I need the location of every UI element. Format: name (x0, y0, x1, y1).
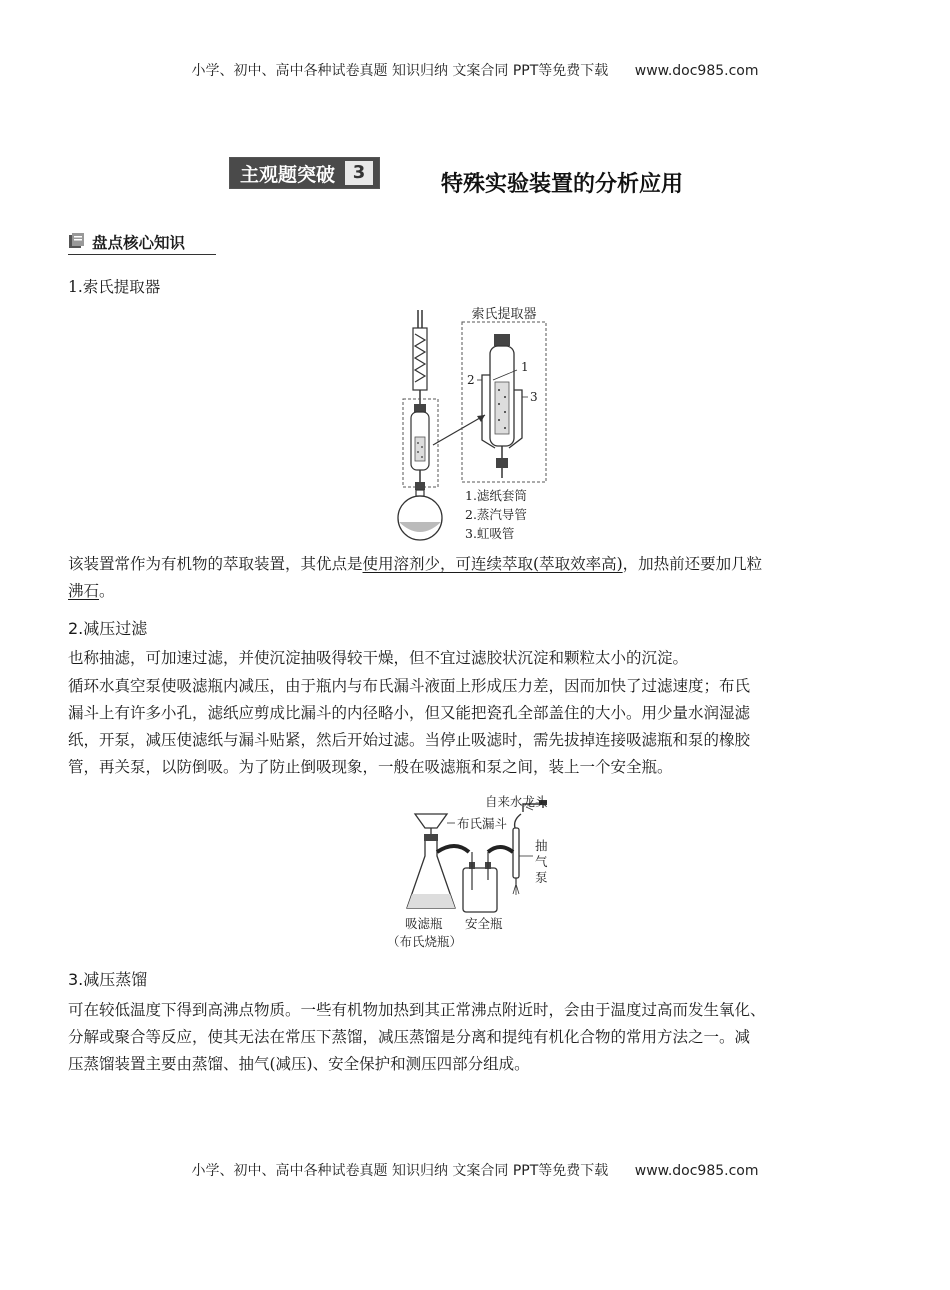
soxhlet-legend-3: 3.虹吸管 (465, 526, 515, 541)
item1-para-end: 。 (99, 582, 115, 600)
item2-para2-line4: 管，再关泵，以防倒吸。为了防止倒吸现象，一般在吸滤瓶和泵之间，装上一个安全瓶。 (68, 758, 673, 776)
page-title: 特殊实验装置的分析应用 (441, 172, 684, 197)
soxhlet-legend-1: 1.滤纸套筒 (465, 488, 527, 503)
title-row (229, 157, 749, 197)
item2-paragraph1: 也称抽滤，可加速过滤，并使沉淀抽吸得较干燥，但不宜过滤胶状沉淀和颗粒太小的沉淀。 (68, 649, 689, 667)
filter-flask-sublabel: （布氏烧瓶） (387, 934, 463, 949)
item3-heading: 3.减压蒸馏 (68, 970, 148, 989)
item3-paragraph (68, 997, 883, 1078)
item2-para2-line2: 漏斗上有许多小孔，滤纸应剪成比漏斗的内径略小，但又能把瓷孔全部盖住的大小。用少量水润湿滤 (68, 704, 751, 722)
safety-bottle-label: 安全瓶 (465, 916, 503, 931)
soxhlet-mark-3: 3 (530, 390, 538, 404)
title-badge-number: 3 (345, 161, 373, 185)
item3-line3: 压蒸馏装置主要由蒸馏、抽气(减压)、安全保护和测压四部分组成。 (68, 1055, 530, 1073)
item1-para-middle: ，加热前还要加几粒 (622, 555, 763, 573)
book-icon (68, 233, 86, 249)
item2-para2-line3: 纸，开泵，减压使滤纸与漏斗贴紧，然后开始过滤。当停止吸滤时，需先拔掉连接吸滤瓶和泵的橡胶 (68, 731, 751, 749)
item1-para-answer: 使用溶剂少，可连续萃取(萃取效率高) (362, 555, 623, 573)
item3-line1: 可在较低温度下得到高沸点物质。一些有机物加热到其正常沸点附近时，会由于温度过高而发生氧化、 (68, 1001, 766, 1019)
title-badge (229, 157, 380, 189)
page-header (0, 60, 950, 80)
page-footer (0, 1160, 950, 1180)
vacuum-filtration-figure (385, 790, 575, 955)
item1-paragraph (68, 551, 883, 605)
section-heading (68, 230, 216, 255)
title-badge-label: 主观题突破 (240, 163, 336, 186)
header-text: 小学、初中、高中各种试卷真题 知识归纳 文案合同 PPT等免费下载 (191, 63, 609, 79)
pump-label-1: 抽 (535, 838, 548, 853)
section-label: 盘点核心知识 (92, 234, 186, 252)
item2-heading: 2.减压过滤 (68, 619, 148, 638)
soxhlet-legend-2: 2.蒸汽导管 (465, 507, 527, 522)
tap-label: 自来水龙头 (485, 794, 548, 809)
funnel-label: 布氏漏斗 (457, 816, 508, 831)
soxhlet-mark-1: 1 (521, 360, 529, 374)
item2-para2-line1: 循环水真空泵使吸滤瓶内减压，由于瓶内与布氏漏斗液面上形成压力差，因而加快了过滤速度；布氏 (68, 677, 751, 695)
header-url[interactable]: www.doc985.com (634, 63, 759, 79)
item1-para-prefix: 该装置常作为有机物的萃取装置，其优点是 (68, 555, 363, 573)
footer-text: 小学、初中、高中各种试卷真题 知识归纳 文案合同 PPT等免费下载 (191, 1163, 609, 1179)
item2-paragraph2 (68, 673, 883, 781)
footer-url[interactable]: www.doc985.com (634, 1163, 759, 1179)
filter-flask-label: 吸滤瓶 (405, 916, 443, 931)
item3-line2: 分解或聚合等反应，使其无法在常压下蒸馏，减压蒸馏是分离和提纯有机化合物的常用方法之一。减 (68, 1028, 751, 1046)
pump-label-2: 气 (535, 854, 548, 869)
soxhlet-mark-2: 2 (467, 373, 475, 387)
item1-heading: 1.索氏提取器 (68, 278, 161, 296)
soxhlet-figure-title: 索氏提取器 (471, 307, 537, 322)
pump-label-3: 泵 (535, 870, 548, 885)
item1-para-answer2: 沸石 (68, 582, 100, 600)
soxhlet-figure (385, 300, 560, 545)
